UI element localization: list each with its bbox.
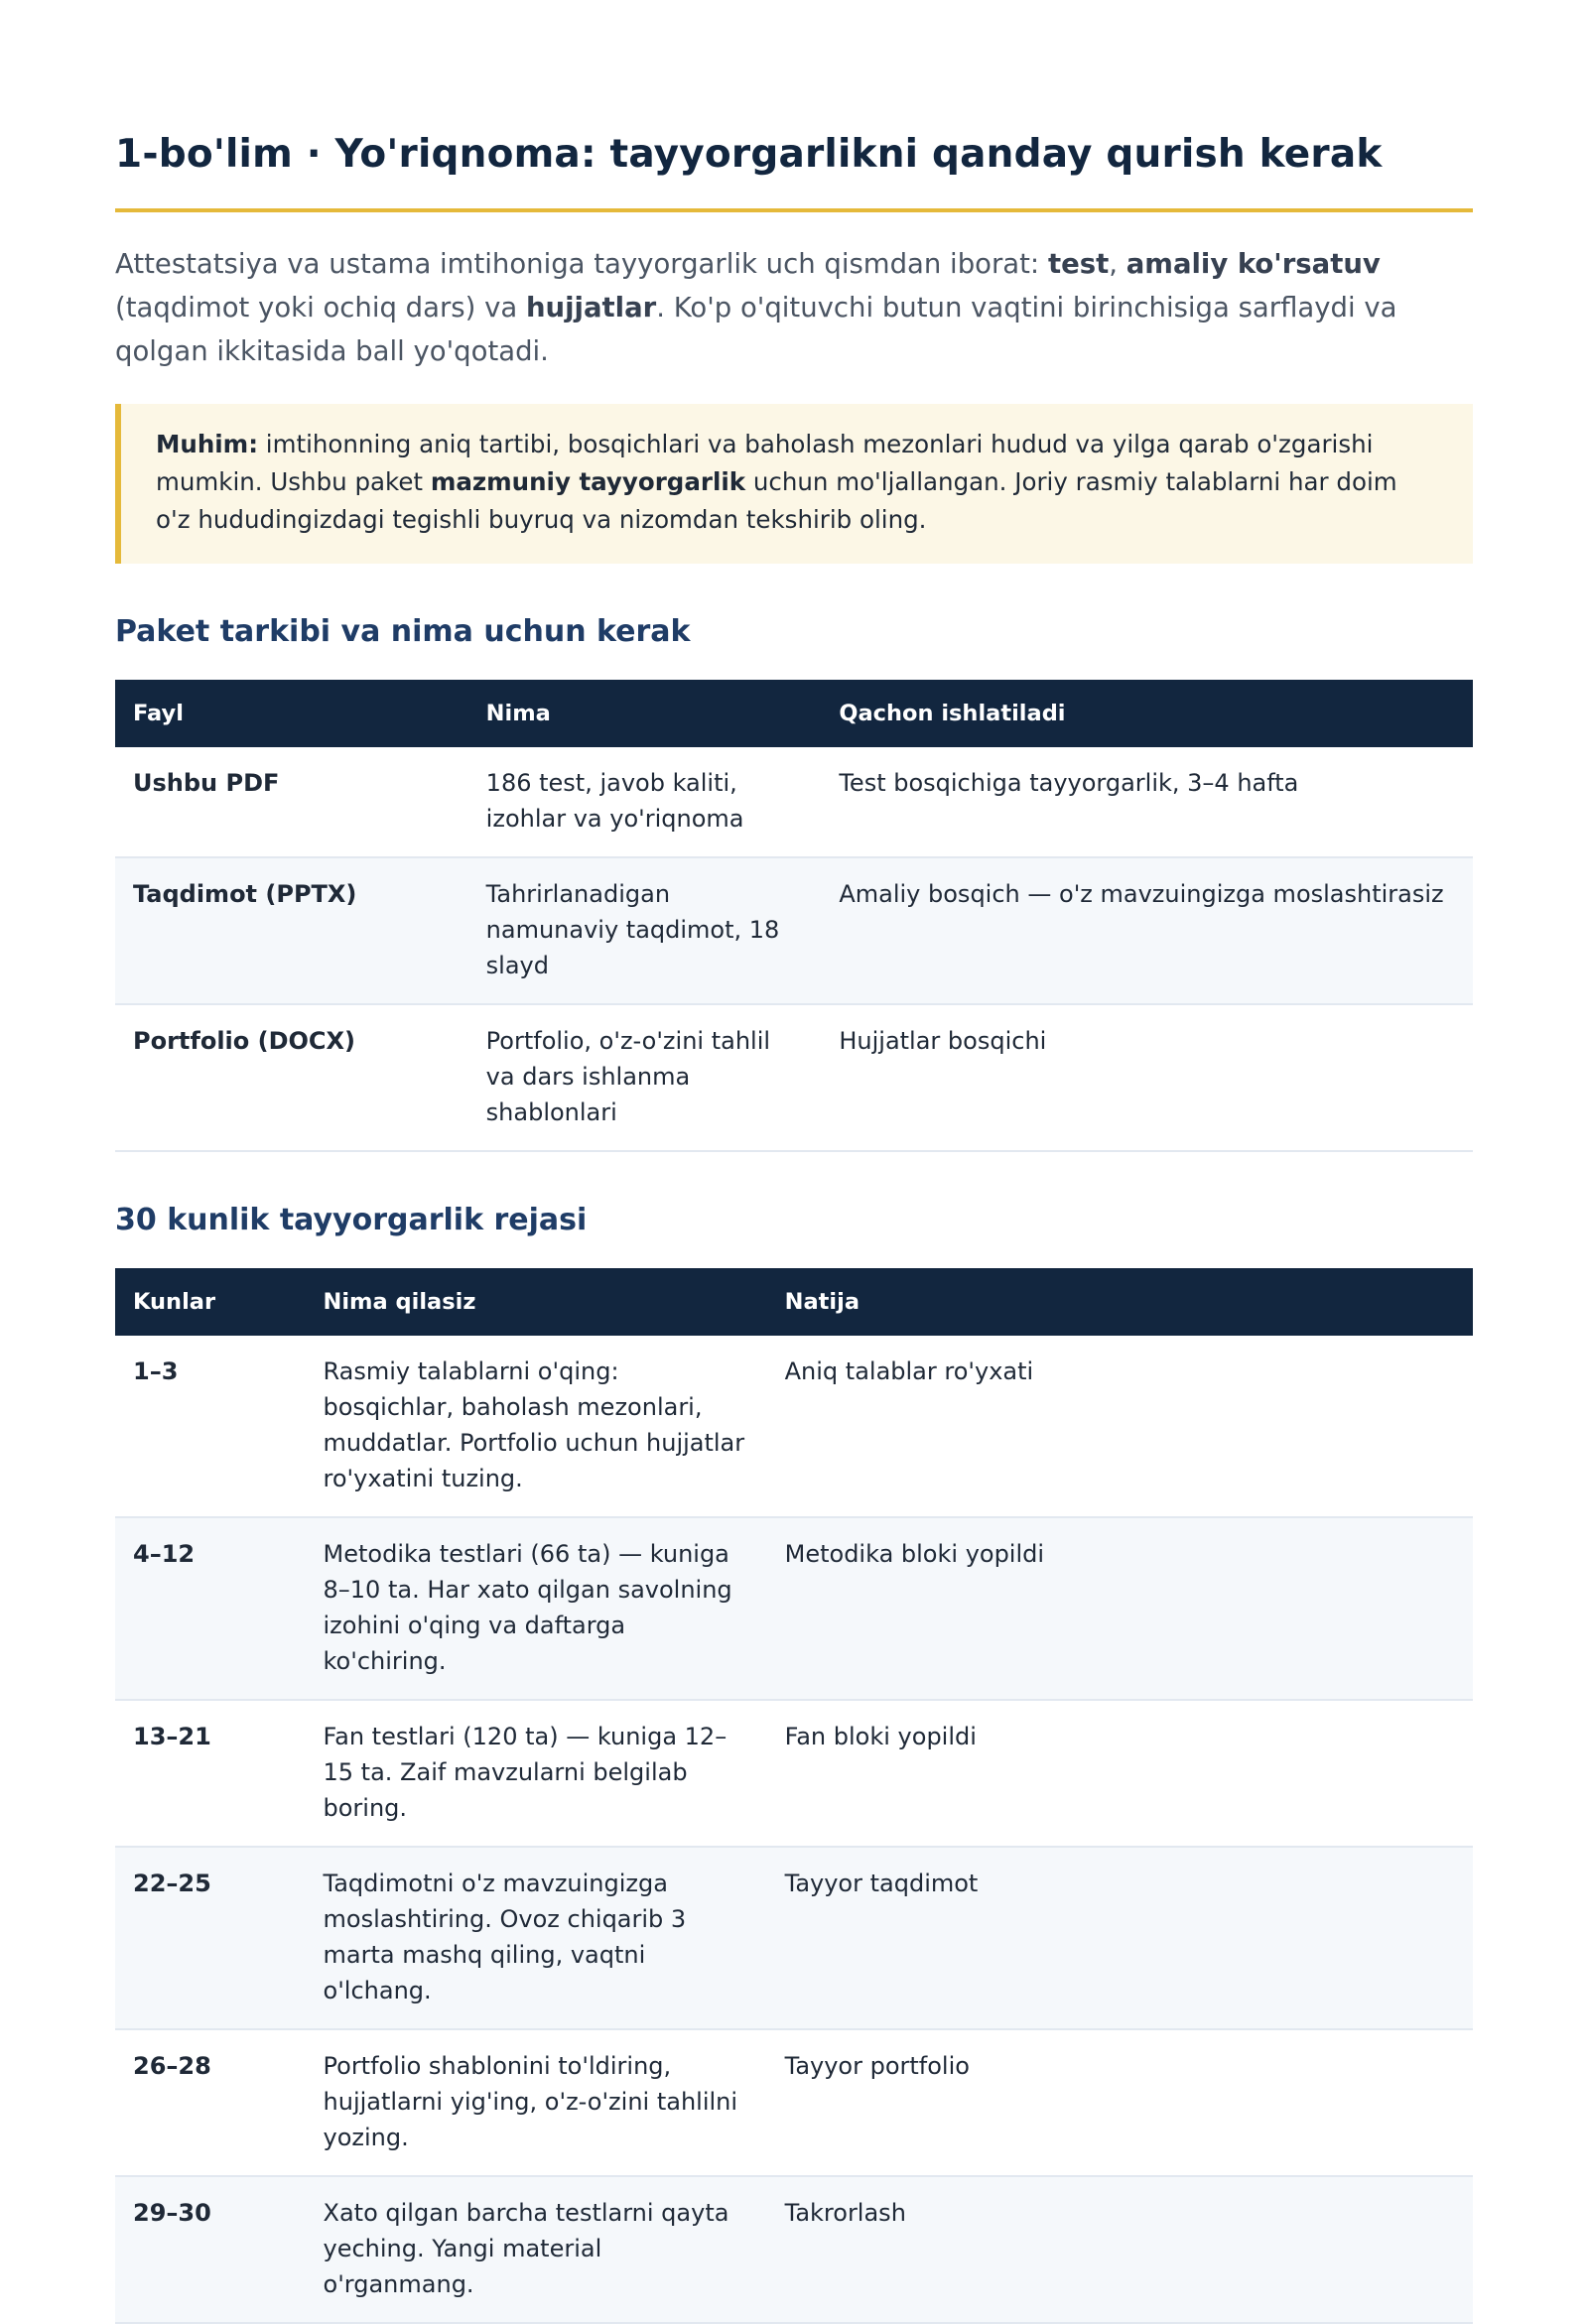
table-row [115, 1700, 1473, 1847]
result-cell: Fan bloki yopildi [767, 1700, 1473, 1847]
title-divider [115, 208, 1473, 212]
table-row [115, 1336, 1473, 1517]
days-cell: 13–21 [115, 1700, 306, 1847]
task-cell: Xato qilgan barcha testlarni qayta yeching. Yangi material o'rganmang. [306, 2176, 767, 2323]
table-row [115, 1004, 1473, 1151]
task-cell: Portfolio shablonini to'ldiring, hujjatlarni yig'ing, o'z-o'zini tahlilni yozing. [306, 2029, 767, 2176]
note-text: imtihonning aniq tartibi, bosqichlari va baholash mezonlari hudud va yilga qarab o'zgarishi mumkin. Ushbu paket [156, 430, 1374, 496]
intro-text: Attestatsiya va ustama imtihoniga tayyorgarlik uch qismdan iborat: [115, 248, 1048, 280]
what-cell: 186 test, javob kaliti, izohlar va yo'riqnoma [468, 747, 822, 857]
result-cell: Aniq talablar ro'yxati [767, 1336, 1473, 1517]
table-row [115, 747, 1473, 857]
plan-heading: 30 kunlik tayyorgarlik rejasi [115, 1203, 588, 1237]
note-text: uchun mo'ljallangan. Joriy rasmiy talablarni har doim o'z hududingizdagi tegishli buyruq va nizomdan tekshirib oling. [156, 467, 1397, 534]
when-cell: Amaliy bosqich — o'z mavzuingizga moslashtirasiz [821, 857, 1473, 1004]
package-heading: Paket tarkibi va nima uchun kerak [115, 614, 691, 649]
table-row [115, 1517, 1473, 1700]
package-header-row [115, 680, 1473, 747]
column-header: Fayl [133, 701, 184, 726]
file-cell: Ushbu PDF [115, 747, 468, 857]
table-row [115, 2029, 1473, 2176]
table-row [115, 2176, 1473, 2323]
task-cell: Rasmiy talablarni o'qing: bosqichlar, baholash mezonlari, muddatlar. Portfolio uchun hujjatlar ro'yxatini tuzing. [306, 1336, 767, 1517]
page-title: 1-bo'lim · Yo'riqnoma: tayyorgarlikni qanday qurish kerak [115, 132, 1383, 177]
task-cell: Fan testlari (120 ta) — kuniga 12–15 ta. Zaif mavzularni belgilab boring. [306, 1700, 767, 1847]
file-cell: Portfolio (DOCX) [115, 1004, 468, 1151]
intro-text: (taqdimot yoki ochiq dars) va [115, 292, 526, 323]
column-header: Kunlar [133, 1289, 216, 1315]
result-cell: Metodika bloki yopildi [767, 1517, 1473, 1700]
task-cell: Taqdimotni o'z mavzuingizga moslashtiring. Ovoz chiqarib 3 marta mashq qiling, vaqtni o'lchang. [306, 1847, 767, 2029]
table-row [115, 857, 1473, 1004]
important-note [115, 404, 1473, 564]
column-header: Nima qilasiz [323, 1289, 476, 1315]
when-cell: Test bosqichiga tayyorgarlik, 3–4 hafta [821, 747, 1473, 857]
intro-text: , [1109, 248, 1126, 280]
table-row [115, 1847, 1473, 2029]
days-cell: 4–12 [115, 1517, 306, 1700]
note-label: Muhim: [156, 430, 258, 458]
intro-paragraph [115, 242, 1473, 373]
file-cell: Taqdimot (PPTX) [115, 857, 468, 1004]
when-cell: Hujjatlar bosqichi [821, 1004, 1473, 1151]
task-cell: Metodika testlari (66 ta) — kuniga 8–10 ta. Har xato qilgan savolning izohini o'qing va daftarga ko'chiring. [306, 1517, 767, 1700]
days-cell: 22–25 [115, 1847, 306, 2029]
intro-text: . Ko'p o'qituvchi butun vaqtini birinchisiga sarflaydi va qolgan ikkitasida ball yo'qotadi. [115, 292, 1397, 367]
days-cell: 26–28 [115, 2029, 306, 2176]
intro-bold-documents: hujjatlar [525, 292, 657, 323]
what-cell: Tahrirlanadigan namunaviy taqdimot, 18 slayd [468, 857, 822, 1004]
intro-bold-practical: amaliy ko'rsatuv [1125, 248, 1381, 280]
intro-bold-test: test [1047, 248, 1110, 280]
result-cell: Takrorlash [767, 2176, 1473, 2323]
what-cell: Portfolio, o'z-o'zini tahlil va dars ishlanma shablonlari [468, 1004, 822, 1151]
result-cell: Tayyor portfolio [767, 2029, 1473, 2176]
plan-header-row [115, 1268, 1473, 1336]
days-cell: 29–30 [115, 2176, 306, 2323]
package-table [115, 680, 1473, 1152]
days-cell: 1–3 [115, 1336, 306, 1517]
plan-table [115, 1268, 1473, 2324]
result-cell: Tayyor taqdimot [767, 1847, 1473, 2029]
column-header: Natija [784, 1289, 860, 1315]
column-header: Nima [485, 701, 551, 726]
column-header: Qachon ishlatiladi [839, 701, 1066, 726]
note-bold: mazmuniy tayyorgarlik [430, 467, 746, 496]
